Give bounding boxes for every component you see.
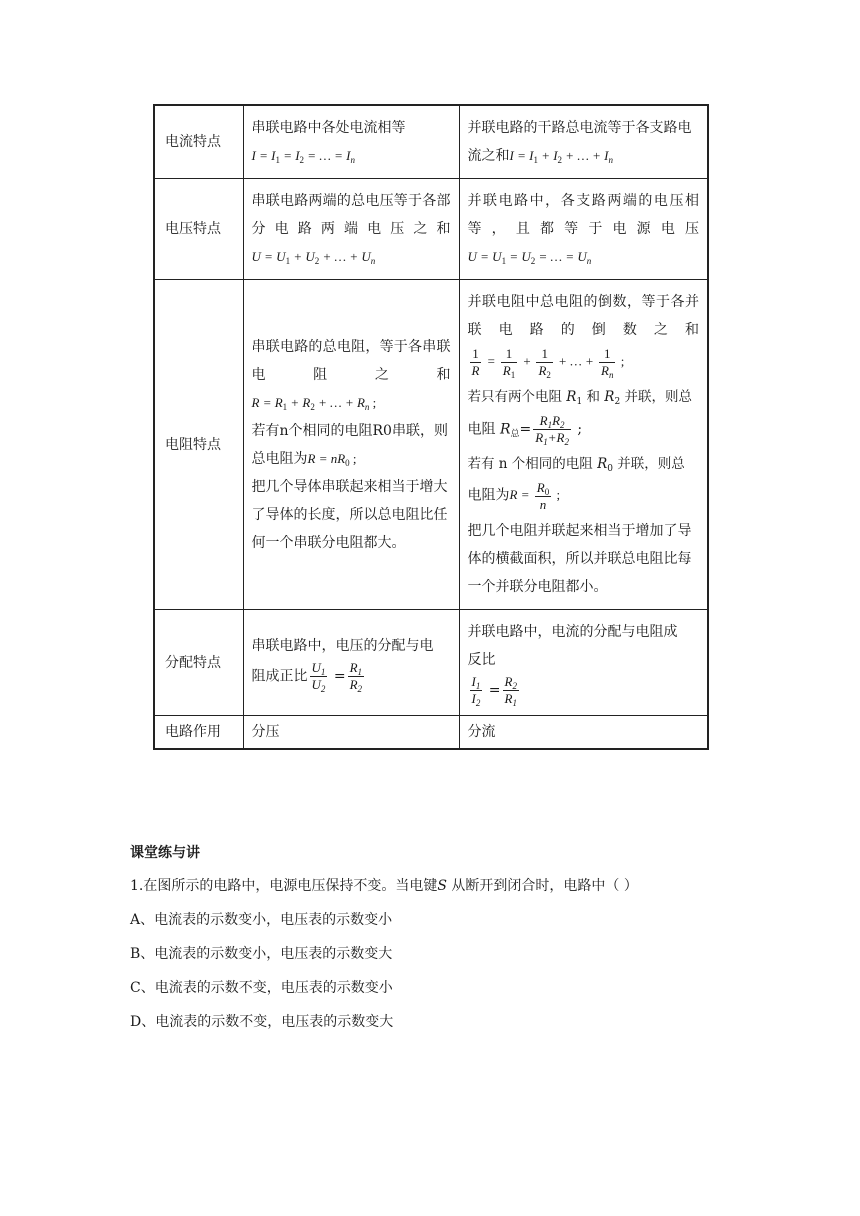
parallel-resistance-p2: 若只有两个电阻 $R_1$ 和 $R_2$ 并联，则总	[467, 389, 692, 407]
parallel-voltage-text: 并联电路中，各支路两端的电压相等，且都等于电源电压	[467, 193, 699, 237]
table-row	[154, 610, 708, 716]
row-head-purpose: 电路作用	[154, 716, 243, 750]
series-current-text: 串联电路中各处电流相等	[251, 120, 406, 136]
parallel-purpose-cell: 分流	[459, 716, 708, 750]
question-stem-prefix: 1.在图所示的电路中，电源电压保持不变。当电键	[130, 878, 438, 894]
series-purpose-cell: 分压	[243, 716, 459, 750]
parallel-current-formula: $I = I_1 + I_2$ + … + $I_n$	[509, 148, 613, 165]
parallel-distribution-formula: $\frac{I_1}{I_2}$ = $\frac{R_2}{R_1}$	[471, 674, 517, 708]
series-current-formula: $I = I_1 = I_2$ = … = $I_n$	[251, 148, 355, 165]
series-voltage-text: 串联电路两端的总电压等于各部分电路两端电压之和	[251, 193, 451, 237]
series-voltage-cell	[243, 179, 459, 280]
parallel-current-text	[468, 114, 700, 170]
series-resistance-formula: $R = R_1 + R_2$ + … + $R_n$ ;	[251, 394, 377, 412]
row-head-current: 电流特点	[154, 105, 243, 179]
option-c: C、电流表的示数不变，电压表的示数变小	[130, 980, 393, 996]
parallel-resistance-p1: 并联电阻中总电阻的倒数，等于各并联电路的倒数之和	[467, 294, 699, 338]
question-stem	[130, 876, 638, 896]
table-row	[154, 280, 708, 610]
row-head-voltage: 电压特点	[154, 179, 243, 280]
parallel-voltage-formula: $U = U_1 = U_2$ = … = $U_n$	[467, 249, 592, 266]
parallel-current-label: 并联电路的干路总电流等于各支路电流之和	[467, 120, 692, 164]
parallel-distribution-cell	[459, 610, 708, 716]
row-head-resistance: 电阻特点	[154, 280, 243, 610]
series-resistance-cell	[243, 280, 459, 610]
series-distribution-cell	[243, 610, 459, 716]
series-distribution-text: 串联电路中，电压的分配与电 阻成正比 $\frac{U_1}{U_2}$ = $\frac{R_1}{R_2}$	[251, 638, 434, 694]
table-row	[154, 716, 708, 750]
parallel-resistance-formula: $\frac{1}{R}$ = $\frac{1}{R_1}$ + $\frac{1}{R_2}$ + … + $\frac{1}{R_n}$ ;	[471, 346, 625, 380]
question-stem-suffix: 从断开到闭合时，电路中（ ）	[446, 878, 638, 894]
option-a: A、电流表的示数变小，电压表的示数变小	[130, 912, 393, 928]
parallel-resistance-p3-formula: 电阻为R = $\frac{R_0}{n}$ ;	[467, 480, 561, 512]
parallel-resistance-p4: 把几个电阻并联起来相当于增加了导体的横截面积，所以并联总电阻比每一个并联分电阻都小。	[467, 523, 692, 595]
parallel-distribution-text: 并联电路中，电流的分配与电阻成 反比	[467, 624, 678, 668]
parallel-current-cell	[459, 105, 708, 179]
series-resistance-p2	[252, 417, 451, 473]
question-stem-var: S	[437, 878, 447, 894]
series-resistance-p2-text: 若有n个相同的电阻R0串联，则总电阻为	[251, 422, 448, 467]
series-resistance-p2-formula: $R = nR_0$ ;	[307, 450, 357, 468]
row-head-distribution: 分配特点	[154, 610, 243, 716]
series-voltage-formula: $U = U_1 + U_2$ + … + $U_n$	[251, 249, 376, 266]
parallel-resistance-cell	[459, 280, 708, 610]
comparison-table	[153, 104, 709, 750]
series-resistance-p1: 串联电路的总电阻，等于各串联电阻之和	[251, 338, 451, 383]
series-resistance-p3: 把几个导体串联起来相当于增大了导体的长度，所以总电阻比任何一个串联分电阻都大。	[251, 478, 448, 551]
series-current-cell	[243, 105, 459, 179]
option-d: D、电流表的示数不变，电压表的示数变大	[130, 1014, 394, 1030]
parallel-voltage-cell	[459, 179, 708, 280]
table-row	[154, 179, 708, 280]
option-b: B、电流表的示数变小，电压表的示数变大	[130, 946, 393, 962]
parallel-resistance-p3: 若有 n 个相同的电阻 $R_0$ 并联，则总	[467, 456, 685, 474]
table-row	[154, 105, 708, 179]
parallel-resistance-p2-formula: 电阻 $R_总=$ $\frac{R_1R_2}{R_1+R_2}$ ;	[467, 413, 583, 447]
section-title: 课堂练与讲	[130, 845, 200, 861]
